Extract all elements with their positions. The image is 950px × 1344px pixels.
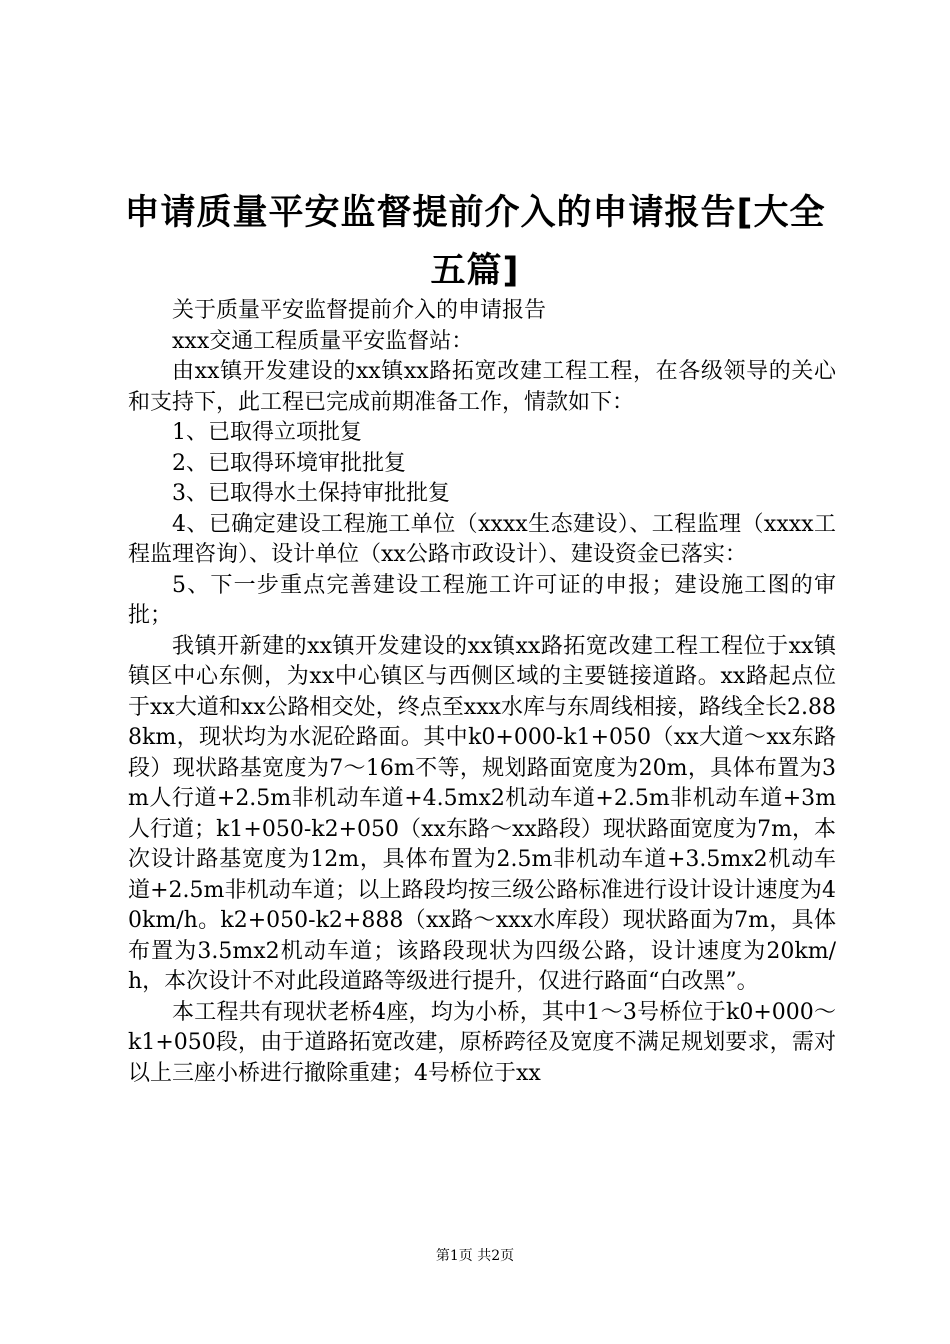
document-title: 申请质量平安监督提前介入的申请报告[大全五篇]: [124, 193, 826, 291]
paragraph-intro: 由xx镇开发建设的xx镇xx路拓宽改建工程工程，在各级领导的关心和支持下，此工程已完成前期准备工作，情款如下：: [128, 359, 836, 415]
paragraph-subject: 关于质量平安监督提前介入的申请报告: [172, 298, 547, 323]
paragraph-item-3: 3、已取得水土保持审批批复: [172, 481, 450, 506]
document-body: [128, 296, 836, 1089]
paragraph-recipient: xxx交通工程质量平安监督站：: [172, 328, 474, 354]
paragraph-item-4: 4、已确定建设工程施工单位（xxxx生态建设）、工程监理（xxxx工程监理咨询）、设计单位（xx公路市政设计）、建设资金已落实：: [128, 511, 836, 567]
paragraph-item-5: 5、下一步重点完善建设工程施工许可证的申报；建设施工图的审批；: [128, 572, 836, 628]
paragraph-bridges: 本工程共有现状老桥4座，均为小桥，其中1～3号桥位于k0+000～k1+050段，由于道路拓宽改建，原桥跨径及宽度不满足规划要求，需对以上三座小桥进行撤除重建；4号桥位于xx: [128, 999, 836, 1086]
paragraph-item-2: 2、已取得环境审批批复: [172, 450, 406, 476]
paragraph-item-1: 1、已取得立项批复: [172, 420, 362, 445]
paragraph-project-description: 我镇开新建的xx镇开发建设的xx镇xx路拓宽改建工程工程位于xx镇镇区中心东侧，为xx中心镇区与西侧区域的主要链接道路。xx路起点位于xx大道和xx公路相交处，终点至xxx水库与东周线相接，路线全长2.888km，现状均为水泥砼路面。其中k0+000-k1+050（xx大道～xx东路段）现状路基宽度为7～16m不等，规划路面宽度为20m，具体布置为3m人行道+2.5m非机动车道+4.5mx2机动车道+2.5m非机动车道+3m人行道；k1+050-k2+050（xx东路～xx路段）现状路面宽度为7m，本次设计路基宽度为12m，具体布置为2.5m非机动车道+3.5mx2机动车道+2.5m非机动车道；以上路段均按三级公路标准进行设计设计速度为40km/h。k2+050-k2+888（xx路～xxx水库段）现状路面为7m，具体布置为3.5mx2机动车道；该路段现状为四级公路，设计速度为20km/h，本次设计不对此段道路等级进行提升，仅进行路面“白改黑”。: [128, 633, 836, 994]
page-footer: 第1页 共2页: [435, 1248, 515, 1264]
